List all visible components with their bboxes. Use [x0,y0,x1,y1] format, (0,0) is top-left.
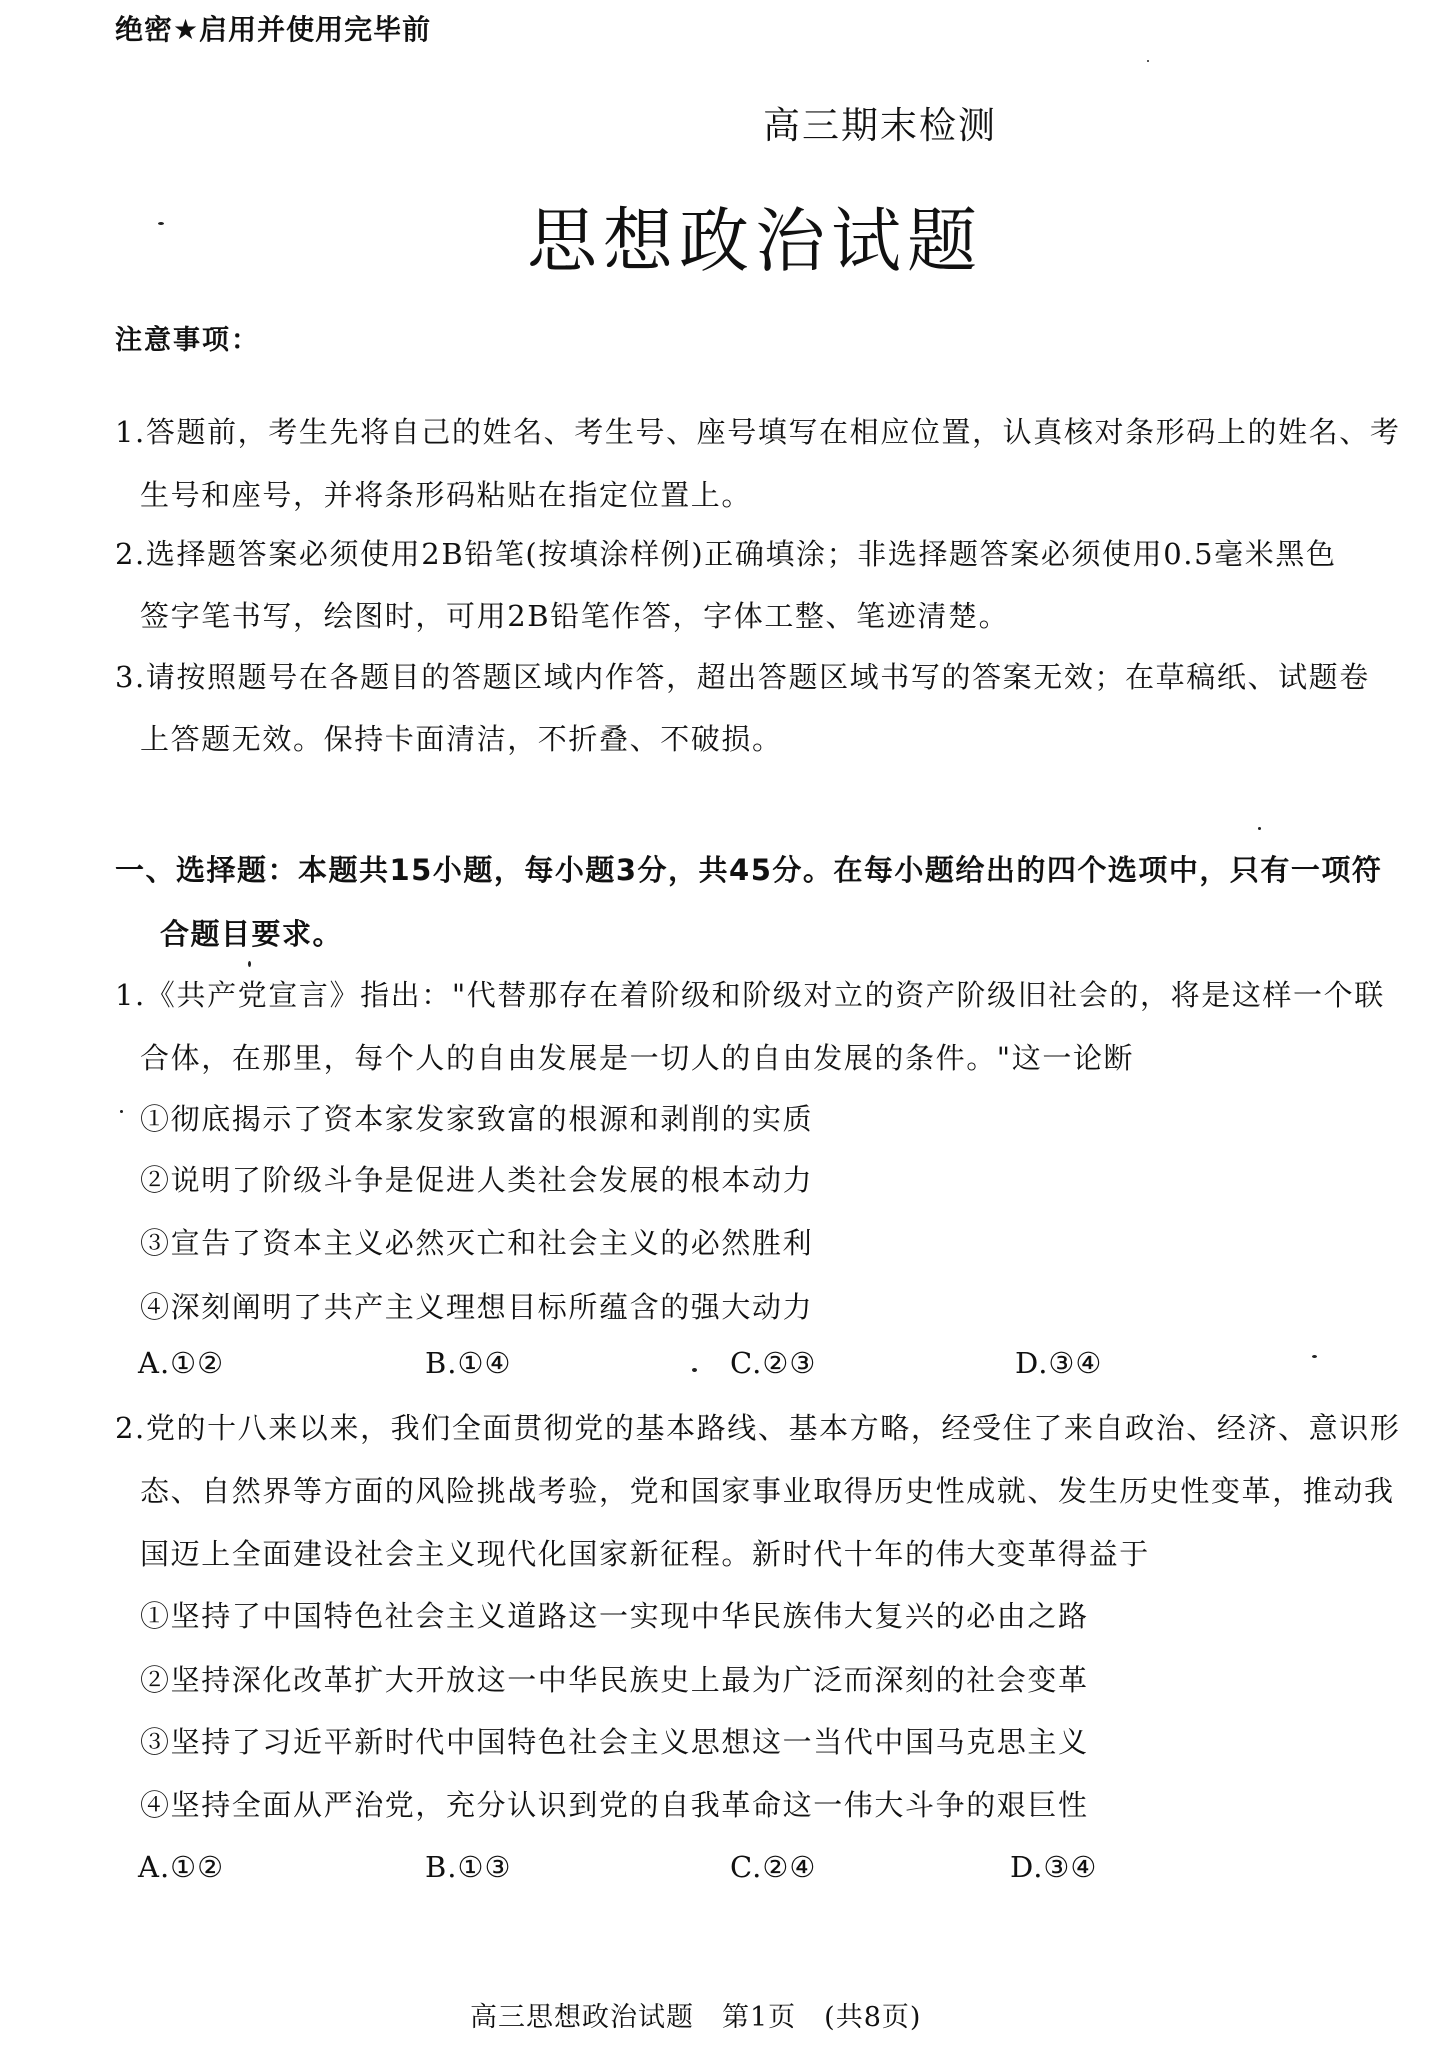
notice-item-3-line-1: 3.请按照题号在各题目的答题区域内作答，超出答题区域书写的答案无效；在草稿纸、试题卷 [115,660,1370,694]
q1-stem-line-2: 合体，在那里，每个人的自由发展是一切人的自由发展的条件。"这一论断 [140,1041,1135,1075]
q2-option-a: A.①② [138,1850,225,1884]
q1-statement-4: ④深刻阐明了共产主义理想目标所蕴含的强大动力 [140,1290,814,1324]
scan-speck [158,222,164,225]
q1-option-d: D.③④ [1015,1346,1103,1380]
scan-speck [120,1110,123,1113]
notice-item-1-line-1: 1.答题前，考生先将自己的姓名、考生号、座号填写在相应位置，认真核对条形码上的姓名、考 [115,415,1401,449]
q2-stem-line-1: 2.党的十八来以来，我们全面贯彻党的基本路线、基本方略，经受住了来自政治、经济、意识形 [115,1411,1401,1445]
notice-item-3-line-2: 上答题无效。保持卡面清洁，不折叠、不破损。 [140,722,783,756]
page-title: 思想政治试题 [527,200,983,282]
q2-statement-3: ③坚持了习近平新时代中国特色社会主义思想这一当代中国马克思主义 [140,1725,1089,1759]
q1-statement-3: ③宣告了资本主义必然灭亡和社会主义的必然胜利 [140,1226,814,1260]
exam-name: 高三期末检测 [763,104,997,147]
section-heading-line-2: 合题目要求。 [160,917,344,951]
q2-stem-line-2: 态、自然界等方面的风险挑战考验，党和国家事业取得历史性成就、发生历史性变革，推动我 [140,1474,1395,1508]
confidential-mark: 绝密★启用并使用完毕前 [115,13,432,46]
scan-speck [1258,827,1261,830]
page-footer: 高三思想政治试题 第1页 (共8页) [470,2002,922,2033]
notice-item-1-line-2: 生号和座号，并将条形码粘贴在指定位置上。 [140,478,753,512]
q2-option-b: B.①③ [425,1850,512,1884]
q1-option-c: C.②③ [730,1346,817,1380]
q2-option-d: D.③④ [1010,1850,1098,1884]
scan-speck [248,961,251,967]
q2-statement-1: ①坚持了中国特色社会主义道路这一实现中华民族伟大复兴的必由之路 [140,1599,1089,1633]
q1-option-a: A.①② [138,1346,225,1380]
q2-statement-2: ②坚持深化改革扩大开放这一中华民族史上最为广泛而深刻的社会变革 [140,1663,1089,1697]
scan-speck [1147,60,1149,62]
notice-item-2-line-2: 签字笔书写，绘图时，可用2B铅笔作答，字体工整、笔迹清楚。 [140,599,1010,633]
q1-statement-1: ①彻底揭示了资本家发家致富的根源和剥削的实质 [140,1102,814,1136]
section-heading-line-1: 一、选择题：本题共15小题，每小题3分，共45分。在每小题给出的四个选项中，只有一项符 [115,853,1383,887]
notice-item-2-line-1: 2.选择题答案必须使用2B铅笔(按填涂样例)正确填涂；非选择题答案必须使用0.5毫米黑色 [115,537,1337,571]
notice-heading: 注意事项： [115,325,260,356]
scan-speck [692,1368,697,1372]
q2-stem-line-3: 国迈上全面建设社会主义现代化国家新征程。新时代十年的伟大变革得益于 [140,1537,1150,1571]
q2-statement-4: ④坚持全面从严治党，充分认识到党的自我革命这一伟大斗争的艰巨性 [140,1788,1089,1822]
q1-stem-line-1: 1.《共产党宣言》指出："代替那存在着阶级和阶级对立的资产阶级旧社会的，将是这样一个联 [115,978,1385,1012]
q2-option-c: C.②④ [730,1850,817,1884]
q1-option-b: B.①④ [425,1346,512,1380]
q1-statement-2: ②说明了阶级斗争是促进人类社会发展的根本动力 [140,1163,814,1197]
scan-speck [1312,1355,1317,1358]
